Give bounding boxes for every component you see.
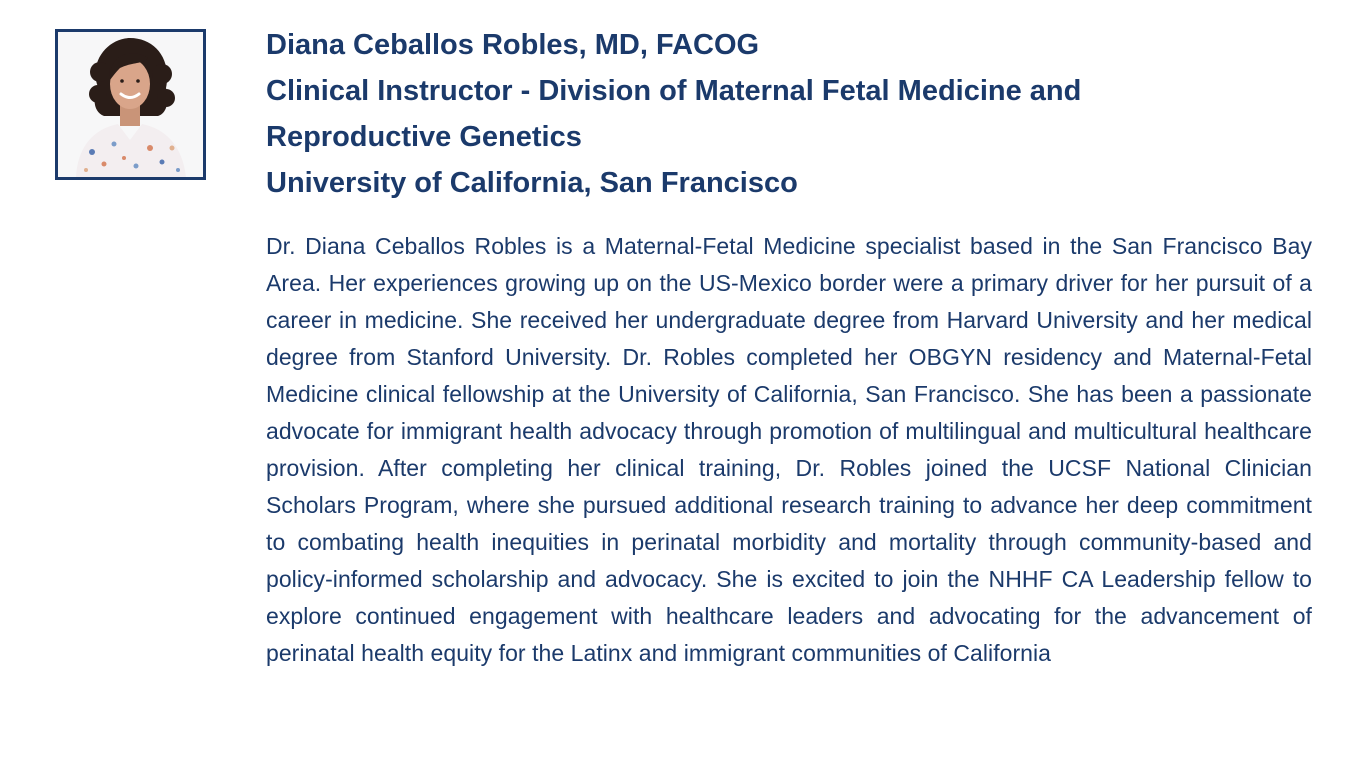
profile-institution: University of California, San Francisco [266, 167, 798, 199]
profile-content [266, 22, 1312, 672]
profile-photo-frame [55, 29, 206, 180]
profile-photo [58, 32, 203, 177]
profile-bio: Dr. Diana Ceballos Robles is a Maternal-Fetal Medicine specialist based in the San Francisco Bay Area. Her experiences growing up on the US-Mexico border were a primary driver for her pursuit of a career in medicine. She received her undergraduate degree from Harvard University and her medical degree from Stanford University. Dr. Robles completed her OBGYN residency and Maternal-Fetal Medicine clinical fellowship at the University of California, San Francisco. She has been a passionate advocate for immigrant health advocacy through promotion of multilingual and multicultural healthcare provision. After completing her clinical training, Dr. Robles joined the UCSF National Clinician Scholars Program, where she pursued additional research training to advance her deep commitment to combating health inequities in perinatal morbidity and mortality through community-based and policy-informed scholarship and advocacy. She is excited to join the NHHF CA Leadership fellow to explore continued engagement with healthcare leaders and advocating for the advancement of perinatal health equity for the Latinx and immigrant communities of California [266, 233, 1312, 666]
profile-title-line-1: Clinical Instructor - Division of Maternal Fetal Medicine and [266, 75, 1082, 107]
profile-title-line-2: Reproductive Genetics [266, 121, 582, 153]
profile-name: Diana Ceballos Robles, MD, FACOG [266, 29, 760, 61]
